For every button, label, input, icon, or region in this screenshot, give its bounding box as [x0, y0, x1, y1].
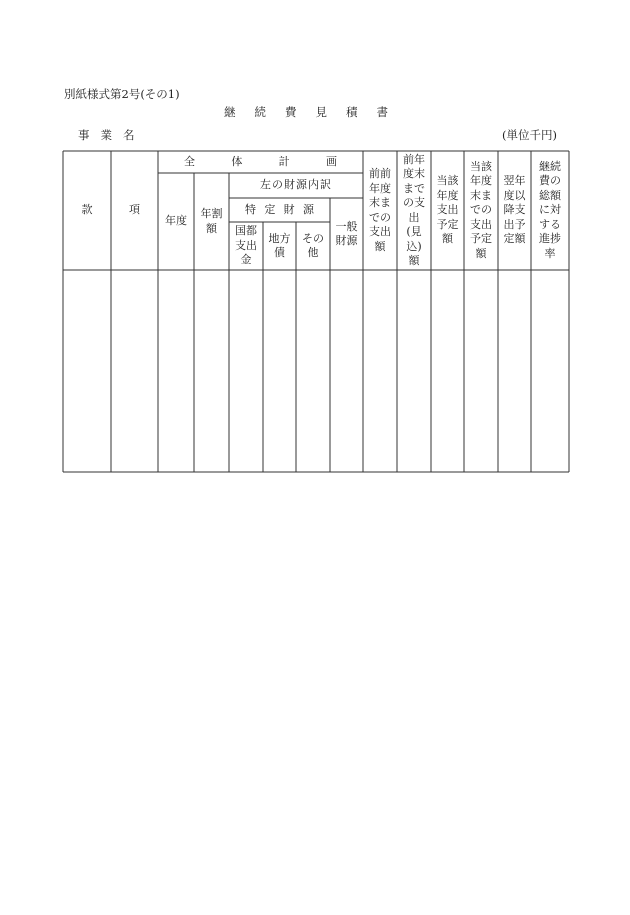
header-progress-rate: 継続 費の 総額 に対 する 進捗 率 [539, 159, 561, 260]
header-total-plan [158, 151, 363, 173]
project-char: 事 [78, 128, 90, 142]
table-body-area [63, 270, 569, 472]
header-current-year-end-planned: 当該 年度 末ま での 支出 予定 額 [470, 159, 492, 260]
header-next-years-planned: 翌年 度以 降支 出予 定額 [503, 174, 526, 246]
header-kou: 項 [129, 203, 140, 217]
project-name-label [78, 127, 146, 143]
header-specific-funds [229, 198, 330, 222]
title-char: 書 [376, 105, 388, 119]
form-number-label: 別紙様式第2号(その1) [64, 87, 180, 101]
header-national-subsidy: 国都 支出 金 [235, 224, 257, 267]
specific-funds-char: 財 [283, 202, 295, 216]
total-plan-char: 全 [184, 154, 195, 168]
header-other: その 他 [302, 231, 324, 259]
title-char: 積 [346, 105, 358, 119]
document-title [224, 104, 407, 120]
header-kan: 款 [81, 203, 93, 217]
total-plan-char: 画 [325, 154, 337, 168]
title-char: 見 [315, 105, 327, 119]
total-plan-char: 計 [278, 154, 290, 168]
title-char: 継 [224, 105, 236, 119]
total-plan-char: 体 [231, 154, 243, 168]
header-general-funds: 一般 財源 [335, 219, 358, 247]
specific-funds-char: 定 [264, 202, 276, 216]
title-char: 費 [285, 105, 297, 119]
project-char: 名 [123, 128, 135, 142]
header-year: 年度 [165, 214, 187, 228]
project-char: 業 [100, 128, 112, 142]
unit-label: (単位千円) [502, 128, 557, 142]
header-prev-prev-year-spent: 前前 年度 末ま での 支出 額 [369, 167, 391, 253]
header-current-year-planned: 当該 年度 支出 予定 額 [436, 174, 459, 246]
specific-funds-char: 特 [245, 202, 256, 216]
header-prev-year-spent: 前年 度末 まで の支 出 (見 込) 額 [403, 152, 425, 267]
header-funding-breakdown: 左の財源内訳 [260, 178, 332, 192]
header-local-bond: 地方 債 [268, 231, 291, 259]
specific-funds-char: 源 [302, 202, 314, 216]
title-char: 続 [254, 105, 266, 119]
header-annual-amount: 年割 額 [200, 207, 223, 235]
